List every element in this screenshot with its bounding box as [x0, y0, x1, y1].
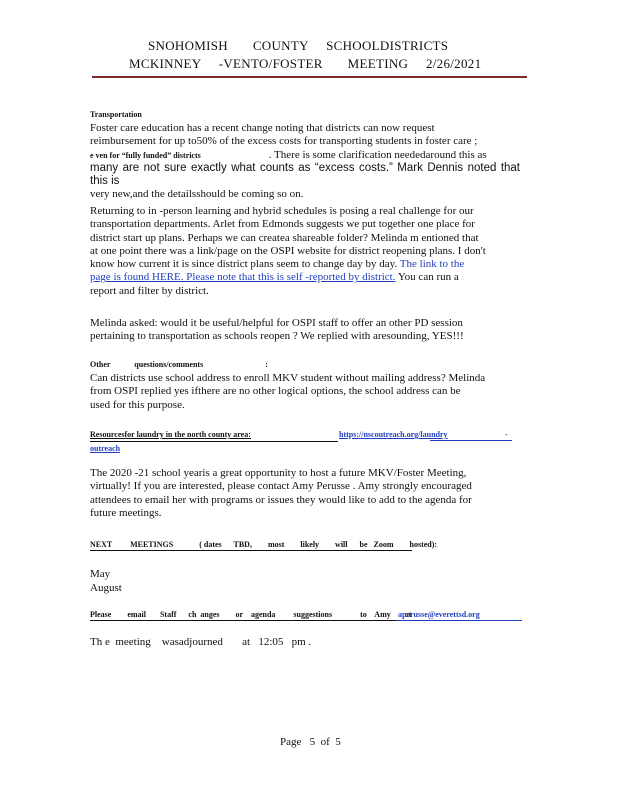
text-line: Returning to in -person learning and hybrid schedules is posing a real challenge for our [90, 205, 474, 217]
text-line [90, 258, 520, 271]
text-line: many are not sure exactly what counts as “excess costs.” Mark Dennis noted that this is [90, 161, 520, 188]
paragraph-transportation-3 [90, 317, 520, 344]
resources-underline [90, 441, 338, 442]
email-link[interactable]: aperusse@everettsd.org [398, 610, 480, 619]
text-line: report and filter by district. [90, 284, 209, 297]
laundry-link-continued[interactable]: outreach [90, 444, 121, 453]
meeting-month: August [90, 582, 122, 594]
text-line: used for this purpose. [90, 398, 185, 411]
paragraph-virtual-meeting [90, 467, 520, 520]
text-line: district start up plans. Perhaps we can createa shareable folder? Melinda m entioned that [90, 231, 479, 244]
section-heading-transportation: Transportation [90, 110, 142, 119]
header-title-line1: SNOHOMISH COUNTY SCHOOLDISTRICTS [148, 38, 449, 53]
meeting-adjourned-text: Th e meeting wasadjourned at 12:05 pm . [90, 636, 312, 648]
paragraph-other [90, 372, 520, 412]
text-line: virtually! If you are interested, please contact Amy Perusse . Amy strongly encouraged [90, 480, 472, 493]
text-line: very new,and the detailsshould be coming so on. [90, 188, 304, 201]
text-line: transportation departments. Arlet from Edmonds suggests we put together one place for [90, 218, 475, 231]
email-link-underline [396, 620, 522, 621]
header-divider [92, 76, 527, 78]
text-fragment: You can run a [397, 271, 459, 284]
next-meetings-list [90, 567, 122, 595]
ospi-link-part2[interactable]: page is found HERE. Please note that this is self -reported by district. [90, 271, 396, 284]
laundry-link-dash[interactable]: - [505, 430, 508, 439]
text-line: Foster care education has a recent change noting that districts can now request [90, 122, 435, 134]
next-meetings-heading: NEXT MEETINGS ( dates TBD, most likely will be Zoom hosted): [90, 540, 438, 549]
text-line: attendees to email her with programs or issues they would like to add to the agenda for [90, 493, 472, 506]
resources-label: Resourcesfor laundry in the north county area: [90, 430, 251, 439]
section-heading-other [90, 360, 268, 369]
laundry-link[interactable]: https://nscoutreach.org/laundry [339, 430, 448, 439]
text-fragment: . There is some clarification neededaround this as [268, 148, 487, 161]
heading-colon: : [265, 360, 268, 369]
heading-word-questions: questions/comments [134, 360, 204, 369]
please-email-underline [90, 620, 396, 621]
text-line: future meetings. [90, 506, 162, 519]
fully-funded-note: e ven for “fully funded” districts [90, 150, 201, 160]
text-line: at one point there was a link/page on the OSPI website for district reopening plans. I don't [90, 244, 486, 257]
please-email-label: Please email Staff ch anges or agenda suggestions to Amy at [90, 610, 412, 619]
page-number: Page 5 of 5 [280, 736, 341, 748]
text-line: The 2020 -21 school yearis a great opportunity to host a future MKV/Foster Meeting, [90, 467, 467, 479]
text-fragment: know how current it is since district plans seem to change day by day. [90, 258, 398, 271]
laundry-link-underline [430, 440, 512, 441]
text-line [90, 149, 520, 162]
next-meetings-underline [90, 550, 412, 551]
text-line: reimbursement for up to50% of the excess costs for transporting students in foster care ; [90, 135, 478, 148]
ospi-link-part1[interactable]: The link to the [399, 258, 465, 271]
paragraph-transportation-1 [90, 122, 520, 202]
text-line: from OSPI replied yes ifthere are no other logical options, the school address can be [90, 385, 461, 398]
text-line [90, 271, 520, 284]
text-line: Melinda asked: would it be useful/helpful for OSPI staff to offer an other PD session [90, 317, 463, 329]
heading-word-other: Other [90, 360, 111, 369]
header-title-line2: MCKINNEY -VENTO/FOSTER MEETING 2/26/2021 [129, 56, 482, 71]
text-line: Can districts use school address to enroll MKV student without mailing address? Melinda [90, 372, 486, 384]
paragraph-transportation-2 [90, 205, 520, 298]
meeting-month: May [90, 568, 111, 580]
text-line: pertaining to transportation as schools reopen ? We replied with aresounding, YES!!! [90, 330, 464, 343]
